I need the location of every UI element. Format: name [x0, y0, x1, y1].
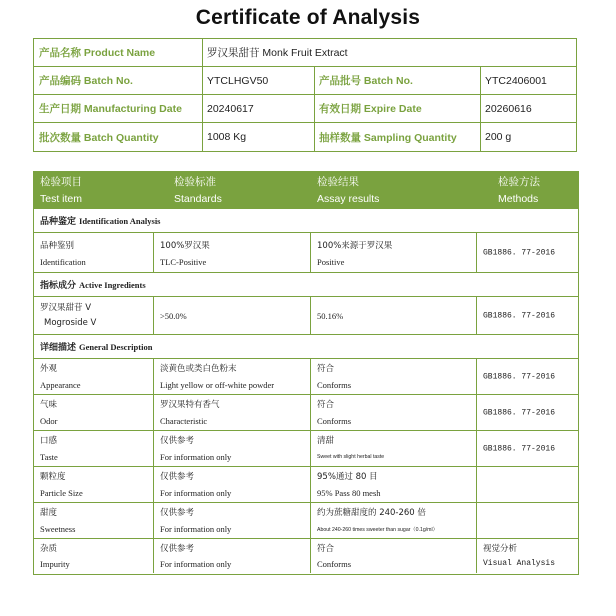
table-row-taste — [34, 431, 578, 467]
item-en: Impurity — [40, 559, 70, 569]
item-en: Odor — [40, 416, 58, 426]
mfg-date-label: 生产日期 Manufacturing Date — [39, 103, 182, 115]
section-identification — [34, 209, 578, 233]
item-en: Particle Size — [40, 488, 83, 498]
result-zh: 符合 — [317, 364, 335, 374]
result-zh: 清甜 — [317, 436, 335, 446]
table-row-appearance — [34, 359, 578, 395]
result-zh: 100%来源于罗汉果 — [317, 241, 393, 251]
standard: >50.0% — [160, 310, 187, 321]
info-row-quantity — [34, 123, 576, 151]
item-zh: 品种鉴别 — [40, 241, 75, 251]
result: 50.16% — [317, 310, 344, 321]
batch-qty-value: 1008 Kg — [207, 131, 247, 143]
standard-zh: 罗汉果特有香气 — [160, 400, 220, 410]
table-row-odor — [34, 395, 578, 431]
header-item-en: Test item — [40, 193, 83, 205]
header-std-en: Standards — [174, 193, 222, 205]
result-en: Positive — [317, 257, 345, 267]
standard-en: For information only — [160, 452, 232, 462]
section-general — [34, 335, 578, 359]
item-zh: 罗汉果甜苷 V — [40, 303, 92, 313]
product-code-label: 产品编码 Batch No. — [39, 75, 133, 87]
section-active-zh: 指标成分 — [40, 281, 77, 291]
header-res-en: Assay results — [317, 193, 380, 205]
method-zh: 视觉分析 — [483, 544, 518, 554]
mfg-date-value: 20240617 — [207, 102, 254, 115]
standard-zh: 仅供参考 — [160, 544, 195, 554]
batch-no-label: 产品批号 Batch No. — [319, 75, 413, 87]
result-zh: 符合 — [317, 400, 335, 410]
standard-en: For information only — [160, 559, 232, 569]
item-zh: 气味 — [40, 400, 58, 410]
method: GB1886. 77-2016 — [483, 372, 556, 381]
result-en: Conforms — [317, 416, 351, 426]
product-name-label: 产品名称 Product Name — [39, 47, 156, 59]
standard-zh: 100%罗汉果 — [160, 241, 210, 251]
table-row-sweetness — [34, 503, 578, 539]
standard-zh: 仅供参考 — [160, 436, 195, 446]
header-item-zh: 检验项目 — [40, 176, 82, 188]
exp-date-value: 20260616 — [485, 102, 532, 115]
table-row-identification — [34, 233, 578, 273]
sampling-qty-label: 抽样数量 Sampling Quantity — [319, 131, 457, 144]
result-en: Sweet with slight herbal taste — [317, 454, 385, 460]
header-res-zh: 检验结果 — [317, 176, 359, 188]
standard-en: Characteristic — [160, 416, 208, 426]
table-row-impurity — [34, 539, 578, 573]
standard-en: TLC-Positive — [160, 257, 207, 267]
section-general-en: General Description — [79, 341, 153, 352]
result-zh: 95%通过 80 目 — [317, 472, 378, 482]
section-active-en: Active Ingredients — [79, 279, 146, 290]
batch-qty-label: 批次数量 Batch Quantity — [39, 131, 159, 144]
exp-date-label: 有效日期 Expire Date — [319, 103, 422, 115]
result-en: Conforms — [317, 559, 351, 569]
standard-zh: 淡黄色或类白色粉末 — [160, 364, 237, 374]
header-meth-zh: 检验方法 — [498, 176, 540, 188]
method: GB1886. 77-2016 — [483, 311, 556, 320]
item-zh: 颗粒度 — [40, 472, 66, 482]
batch-no-value: YTC2406001 — [485, 74, 547, 87]
test-results-table — [33, 171, 579, 575]
result-en: 95% Pass 80 mesh — [317, 488, 381, 498]
product-name-value: 罗汉果甜苷 Monk Fruit Extract — [207, 47, 348, 59]
section-active — [34, 273, 578, 297]
standard-en: For information only — [160, 488, 232, 498]
info-row-dates — [34, 95, 576, 123]
table-row-mogroside — [34, 297, 578, 335]
result-en: Conforms — [317, 380, 351, 390]
item-zh: 外观 — [40, 364, 58, 374]
method: GB1886. 77-2016 — [483, 248, 556, 257]
item-zh: 甜度 — [40, 508, 58, 518]
table-row-particle-size — [34, 467, 578, 503]
item-en: Taste — [40, 452, 58, 462]
method: GB1886. 77-2016 — [483, 408, 556, 417]
standard-zh: 仅供参考 — [160, 472, 195, 482]
standard-en: For information only — [160, 524, 232, 534]
table-header — [34, 172, 578, 209]
method: GB1886. 77-2016 — [483, 444, 556, 453]
header-std-zh: 检验标准 — [174, 176, 216, 188]
product-code-value: YTCLHGV50 — [207, 74, 269, 87]
section-identification-zh: 品种鉴定 — [40, 217, 77, 227]
item-en: Identification — [40, 257, 86, 267]
standard-zh: 仅供参考 — [160, 508, 195, 518]
header-meth-en: Methods — [498, 193, 539, 205]
method-en: Visual Analysis — [483, 559, 556, 568]
product-info-table — [33, 38, 577, 152]
item-en: Appearance — [40, 380, 81, 390]
item-zh: 杂质 — [40, 544, 58, 554]
result-zh: 符合 — [317, 544, 335, 554]
standard-en: Light yellow or off-white powder — [160, 380, 275, 390]
result-zh: 约为蔗糖甜度的 240-260 倍 — [317, 508, 426, 518]
document-title: Certificate of Analysis — [195, 6, 421, 29]
info-row-product-name — [34, 39, 576, 67]
item-en: Sweetness — [40, 524, 76, 534]
section-general-zh: 详细描述 — [40, 343, 77, 353]
sampling-qty-value: 200 g — [485, 131, 512, 143]
info-row-batch — [34, 67, 576, 95]
item-zh: 口感 — [40, 436, 58, 446]
section-identification-en: Identification Analysis — [79, 215, 161, 226]
item-en: Mogroside V — [44, 318, 97, 328]
result-en: About 240-260 times sweeter than sugar（0.1g/ml） — [317, 527, 438, 533]
